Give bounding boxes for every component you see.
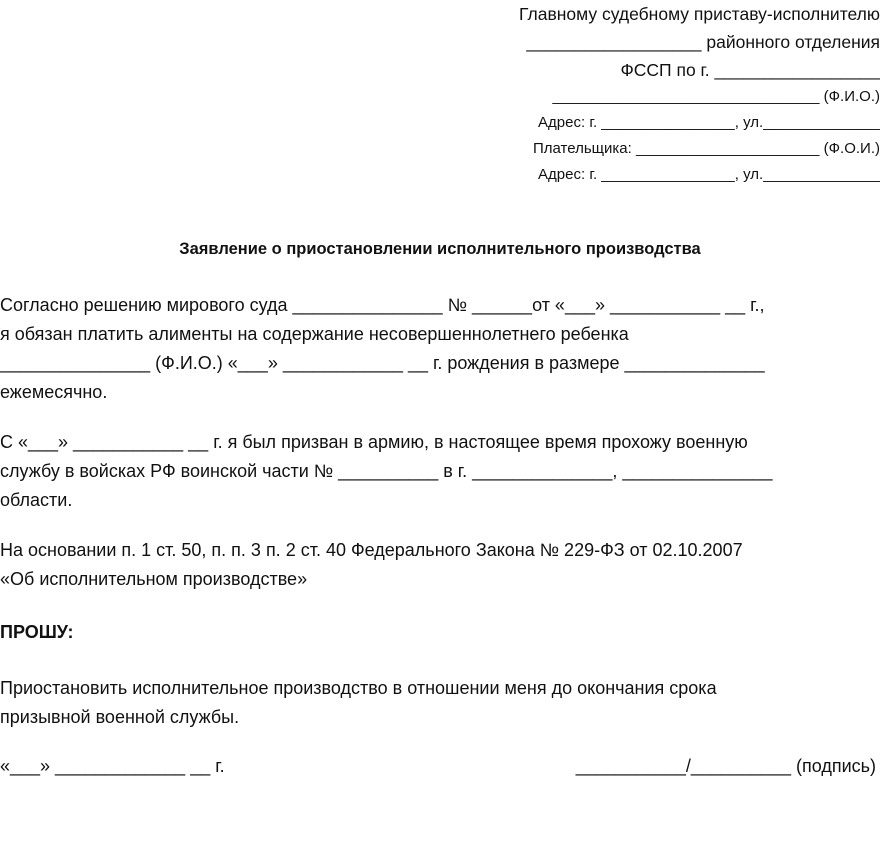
paragraph-line: я обязан платить алименты на содержание несовершеннолетнего ребенка bbox=[0, 324, 629, 344]
paragraph-line: призывной военной службы. bbox=[0, 707, 240, 727]
addressee-line-3: ФССП по г. _________________ bbox=[620, 60, 880, 80]
request-heading: ПРОШУ: bbox=[0, 622, 74, 642]
paragraph-line: «Об исполнительном производстве» bbox=[0, 569, 308, 589]
addressee-line-2: __________________ районного отделения bbox=[526, 32, 880, 52]
signature-date: «___» _____________ __ г. bbox=[0, 756, 225, 776]
addressee-line-7: Адрес: г. ________________, ул.______________ bbox=[538, 166, 880, 183]
addressee-line-1: Главному судебному приставу-исполнителю bbox=[519, 4, 880, 24]
paragraph-line: Согласно решению мирового суда _______________ № ______от «___» ___________ __ г., bbox=[0, 295, 765, 315]
paragraph-line: области. bbox=[0, 490, 73, 510]
paragraph-request bbox=[0, 674, 880, 732]
paragraph-line: _______________ (Ф.И.О.) «___» ____________ __ г. рождения в размере ______________ bbox=[0, 353, 765, 373]
paragraph-line: службу в войсках РФ воинской части № __________ в г. ______________, _______________ bbox=[0, 461, 773, 481]
addressee-line-4: ________________________________ (Ф.И.О.) bbox=[552, 88, 880, 105]
paragraph-court-decision bbox=[0, 291, 880, 407]
paragraph-military-service bbox=[0, 428, 880, 515]
paragraph-line: С «___» ___________ __ г. я был призван в армию, в настоящее время прохожу военную bbox=[0, 432, 748, 452]
paragraph-legal-basis bbox=[0, 536, 880, 594]
document-title: Заявление о приостановлении исполнительного производства bbox=[179, 240, 701, 258]
addressee-line-5: Адрес: г. ________________, ул.______________ bbox=[538, 114, 880, 131]
paragraph-line: Приостановить исполнительное производство в отношении меня до окончания срока bbox=[0, 678, 717, 698]
addressee-line-6: Плательщика: ______________________ (Ф.О.И.) bbox=[533, 140, 880, 157]
paragraph-line: На основании п. 1 ст. 50, п. п. 3 п. 2 ст. 40 Федерального Закона № 229-ФЗ от 02.10.2007 bbox=[0, 540, 743, 560]
signature-line: ___________/__________ (подпись) bbox=[575, 756, 876, 776]
addressee-block bbox=[450, 0, 880, 188]
paragraph-line: ежемесячно. bbox=[0, 382, 108, 402]
